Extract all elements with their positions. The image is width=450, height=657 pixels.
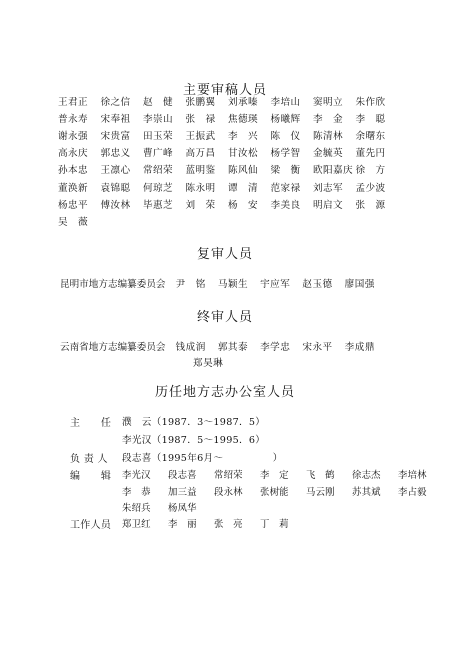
staff-label: 工作人员 <box>70 520 112 531</box>
staff-name: 丁 莉 <box>260 519 289 530</box>
final-review-line-2 <box>193 355 235 369</box>
reviewer-name: 张 源 <box>355 199 386 211</box>
reviewer-name: 张鹏翼 <box>185 96 216 108</box>
reviewer-row <box>58 144 398 161</box>
reviewer-name: 陈风仙 <box>228 165 258 177</box>
reviewer-name: 朱作欣 <box>355 96 386 108</box>
second-review-name: 赵玉德 <box>302 279 333 290</box>
office-staff-title: 历任地方志办公室人员 <box>154 385 295 400</box>
final-review-name: 钱成润 <box>175 342 206 353</box>
reviewer-name: 李 兴 <box>228 130 258 142</box>
final-review-title: 终审人员 <box>196 310 253 325</box>
reviewer-name: 郭忠义 <box>100 148 131 160</box>
final-review-org: 云南省地方志编纂委员会 <box>60 342 166 353</box>
reviewer-name: 明启文 <box>313 199 343 211</box>
editor-name: 段志喜 <box>168 470 197 481</box>
editor-name: 李培林 <box>398 470 427 481</box>
second-review-org: 昆明市地方志编纂委员会 <box>60 279 166 290</box>
reviewer-name: 梁 衡 <box>270 165 301 177</box>
reviewer-name: 赵 健 <box>143 96 173 108</box>
final-review-name: 宋永平 <box>302 342 333 353</box>
reviewer-name: 徐之信 <box>100 96 131 108</box>
reviewer-name: 余曙东 <box>355 130 386 142</box>
reviewer-name: 王君正 <box>58 96 88 108</box>
editor-name: 朱绍兵 <box>122 503 151 514</box>
staff-name: 郑卫红 <box>122 519 151 530</box>
editor-name: 李 定 <box>260 470 289 481</box>
reviewer-row <box>58 126 398 143</box>
second-review-line <box>60 276 387 290</box>
main-reviewers-list <box>58 92 398 230</box>
reviewer-name: 甘汝松 <box>228 148 258 160</box>
reviewer-name: 刘承嗪 <box>228 96 258 108</box>
editor-name: 张树能 <box>260 487 289 498</box>
editor-name: 飞 鹤 <box>306 470 335 481</box>
reviewer-name: 蓝明鉴 <box>185 165 216 177</box>
reviewer-name: 陈清林 <box>313 130 343 142</box>
editor-name: 段永林 <box>214 487 243 498</box>
staff-name: 张 亮 <box>214 519 243 530</box>
reviewer-name: 刘志军 <box>313 182 343 194</box>
reviewer-name: 王凛心 <box>100 165 131 177</box>
final-review-line <box>60 339 387 353</box>
reviewer-name: 常绍荣 <box>143 165 173 177</box>
main-reviewers-title: 主要审稿人员 <box>182 83 267 98</box>
editor-name: 李 恭 <box>122 487 151 498</box>
reviewer-name: 王振武 <box>185 130 216 142</box>
responsible-label: 负 责 人 <box>70 454 108 465</box>
reviewer-name: 张 禄 <box>185 113 216 125</box>
reviewer-row <box>58 178 398 195</box>
reviewer-name: 高万昌 <box>185 148 216 160</box>
reviewer-row <box>58 195 398 212</box>
reviewer-name: 吴 薇 <box>58 216 88 228</box>
editor-name: 加三益 <box>168 487 197 498</box>
reviewer-name: 何琼芝 <box>143 182 173 194</box>
editor-name: 李占毅 <box>398 487 427 498</box>
responsible-person: 段志喜（1995年6月～ ） <box>122 453 283 464</box>
reviewer-row <box>58 212 398 229</box>
reviewer-name: 傅汝林 <box>100 199 131 211</box>
editor-label: 编 辑 <box>70 471 112 482</box>
reviewer-name: 陈永明 <box>185 182 216 194</box>
reviewer-name: 李崇山 <box>143 113 173 125</box>
director-1: 濮 云（1987．3～1987．5） <box>122 417 266 428</box>
reviewer-name: 孙本忠 <box>58 165 88 177</box>
reviewer-name: 欧阳嘉庆 <box>313 165 353 177</box>
staff-name: 李 丽 <box>168 519 197 530</box>
reviewer-name: 孟少波 <box>355 182 386 194</box>
reviewer-name: 杨忠平 <box>58 199 88 211</box>
staff-row <box>122 516 306 530</box>
reviewer-name: 杨 安 <box>228 199 258 211</box>
editors-row-2 <box>122 484 444 498</box>
editor-name: 马云刚 <box>306 487 335 498</box>
editor-name: 徐志杰 <box>352 470 381 481</box>
second-review-name: 马颖生 <box>217 279 249 290</box>
reviewer-name: 高永庆 <box>58 148 88 160</box>
reviewer-name: 袁锦聪 <box>100 182 131 194</box>
reviewer-name: 李 金 <box>313 113 343 125</box>
reviewer-name: 董先円 <box>355 148 386 160</box>
reviewer-name: 杨学智 <box>270 148 301 160</box>
director-label: 主 任 <box>70 418 112 429</box>
reviewer-name: 窦明立 <box>313 96 343 108</box>
reviewer-name: 徐 方 <box>355 165 386 177</box>
editor-name: 常绍荣 <box>214 470 243 481</box>
second-review-name: 尹 铭 <box>175 279 206 290</box>
reviewer-name: 董涣新 <box>58 182 88 194</box>
reviewer-name: 宋贵富 <box>100 130 131 142</box>
reviewer-name: 田玉荣 <box>143 130 173 142</box>
editor-name: 杨凤华 <box>168 503 197 514</box>
reviewer-name: 李 聪 <box>355 113 386 125</box>
editors-row-3 <box>122 500 214 514</box>
reviewer-row <box>58 161 398 178</box>
reviewer-row <box>58 109 398 126</box>
reviewer-name: 李美良 <box>270 199 301 211</box>
reviewer-name: 宋奉祖 <box>100 113 131 125</box>
final-review-name: 李学忠 <box>260 342 291 353</box>
reviewer-name: 谢永强 <box>58 130 88 142</box>
reviewer-name: 毕惠芝 <box>143 199 173 211</box>
reviewer-name: 普永寿 <box>58 113 88 125</box>
reviewer-name: 焦德瑛 <box>228 113 258 125</box>
reviewer-name: 曹广峰 <box>143 148 173 160</box>
editors-row-1 <box>122 467 444 481</box>
reviewer-name: 范家禄 <box>270 182 301 194</box>
reviewer-name: 刘 荣 <box>185 199 216 211</box>
reviewer-name: 杨曦辉 <box>270 113 301 125</box>
final-review-name: 郑昊琳 <box>193 358 224 369</box>
second-review-title: 复审人员 <box>196 247 253 262</box>
final-review-name: 李成鼎 <box>344 342 375 353</box>
director-2: 李光汉（1987．5～1995．6） <box>122 435 266 446</box>
reviewer-name: 金毓英 <box>313 148 343 160</box>
reviewer-row <box>58 92 398 109</box>
second-review-name: 宇应军 <box>260 279 291 290</box>
reviewer-name: 陈 仪 <box>270 130 301 142</box>
final-review-name: 郭其泰 <box>217 342 249 353</box>
reviewer-name: 李培山 <box>270 96 301 108</box>
editor-name: 苏其斌 <box>352 487 381 498</box>
reviewer-name: 谭 清 <box>228 182 258 194</box>
editor-name: 李光汉 <box>122 470 151 481</box>
second-review-name: 廖国强 <box>344 279 375 290</box>
